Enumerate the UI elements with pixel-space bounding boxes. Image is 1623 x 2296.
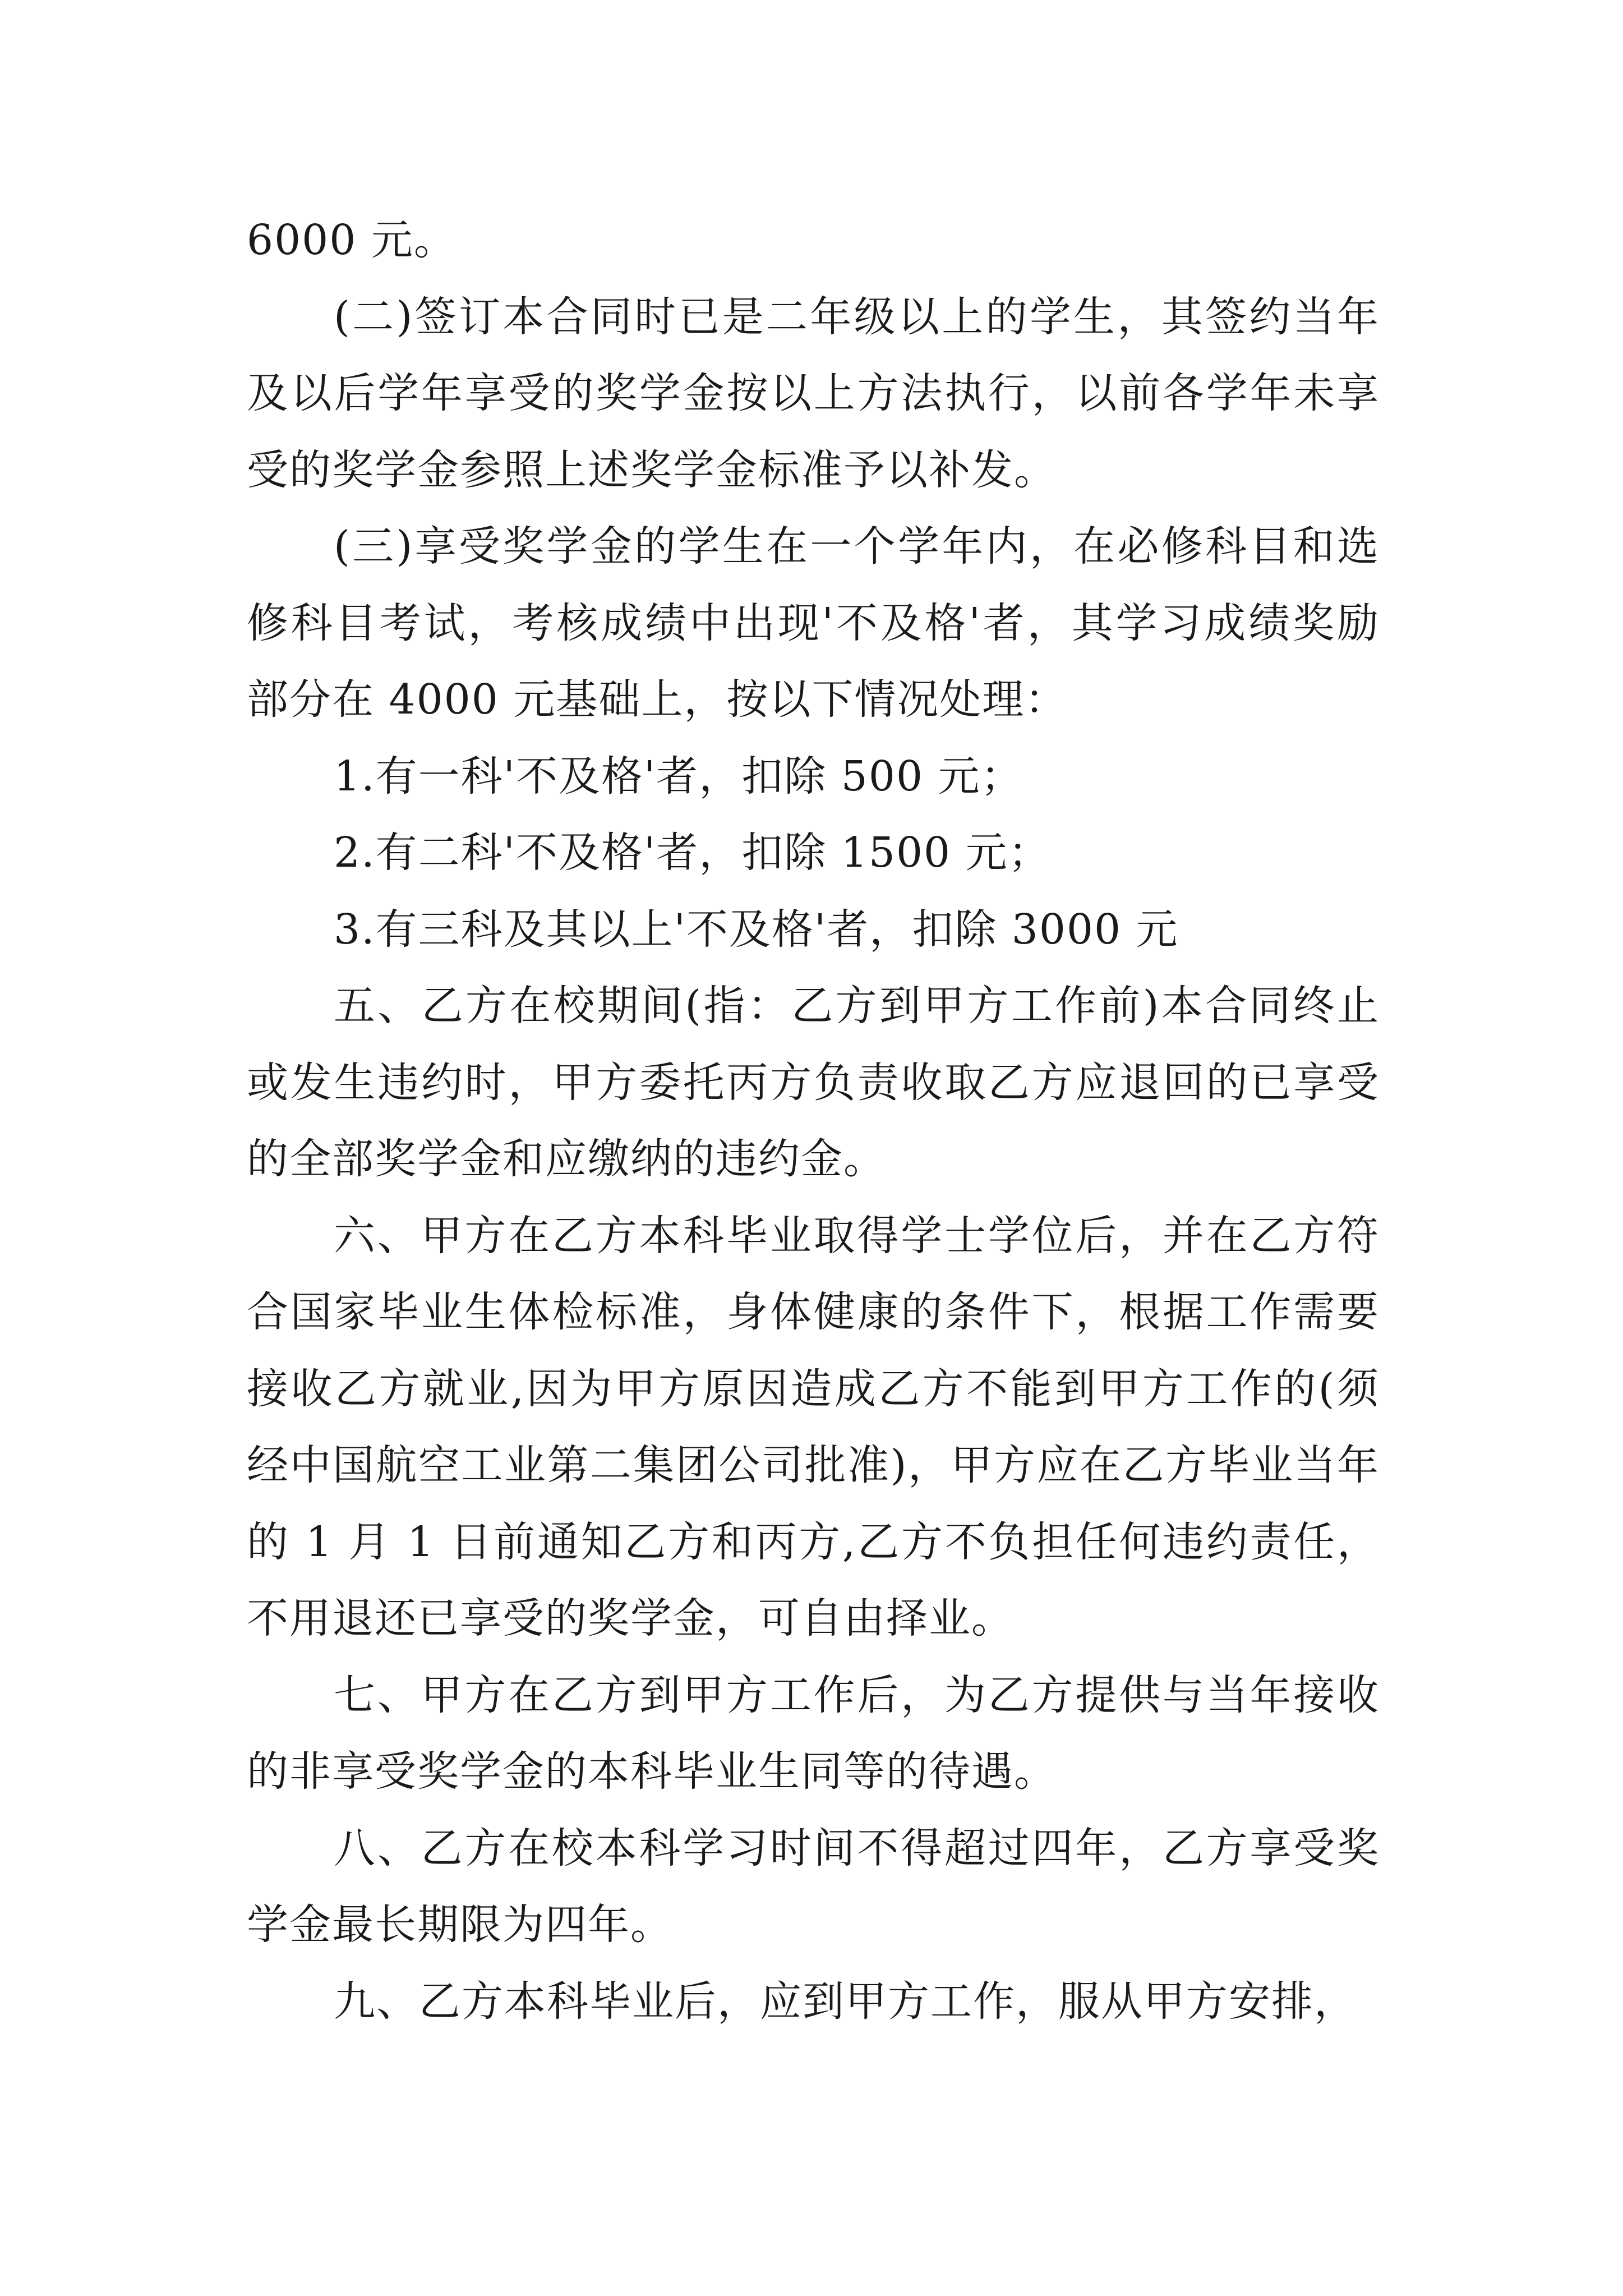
paragraph-article-9: 九、乙方本科毕业后，应到甲方工作，服从甲方安排， xyxy=(334,1977,1357,2026)
paragraph-clause-3: (三)享受奖学金的学生在一个学年内，在必修科目和选修科目考试，考核成绩中出现'不及格'者，其学习成绩奖励部分在 4000 元基础上，按以下情况处理： xyxy=(247,522,1380,724)
paragraph-article-7: 七、甲方在乙方到甲方工作后，为乙方提供与当年接收的非享受奖学金的本科毕业生同等的待遇。 xyxy=(247,1671,1380,1796)
paragraph-article-6: 六、甲方在乙方本科毕业取得学士学位后，并在乙方符合国家毕业生体检标准，身体健康的条件下，根据工作需要接收乙方就业,因为甲方原因造成乙方不能到甲方工作的(须经中国航空工业第二集团公司批准)，甲方应在乙方毕业当年的 1 月 1 日前通知乙方和丙方,乙方不负担任何违约责任，不用退还已享受的奖学金，可自由择业。 xyxy=(247,1211,1380,1642)
list-item-3: 3.有三科及其以上'不及格'者，扣除 3000 元 xyxy=(334,905,1179,954)
list-item-1: 1.有一科'不及格'者，扣除 500 元； xyxy=(334,752,1023,800)
document-page xyxy=(247,202,1380,2040)
paragraph-clause-2: (二)签订本合同时已是二年级以上的学生，其签约当年及以后学年享受的奖学金按以上方法执行，以前各学年未享受的奖学金参照上述奖学金标准予以补发。 xyxy=(247,292,1380,494)
list-item-2: 2.有二科'不及格'者，扣除 1500 元； xyxy=(334,829,1051,877)
paragraph-article-8: 八、乙方在校本科学习时间不得超过四年，乙方享受奖学金最长期限为四年。 xyxy=(247,1824,1380,1949)
paragraph-continuation: 6000 元。 xyxy=(247,216,457,264)
paragraph-article-5: 五、乙方在校期间(指：乙方到甲方工作前)本合同终止或发生违约时，甲方委托丙方负责收取乙方应退回的已享受的全部奖学金和应缴纳的违约金。 xyxy=(247,982,1380,1183)
